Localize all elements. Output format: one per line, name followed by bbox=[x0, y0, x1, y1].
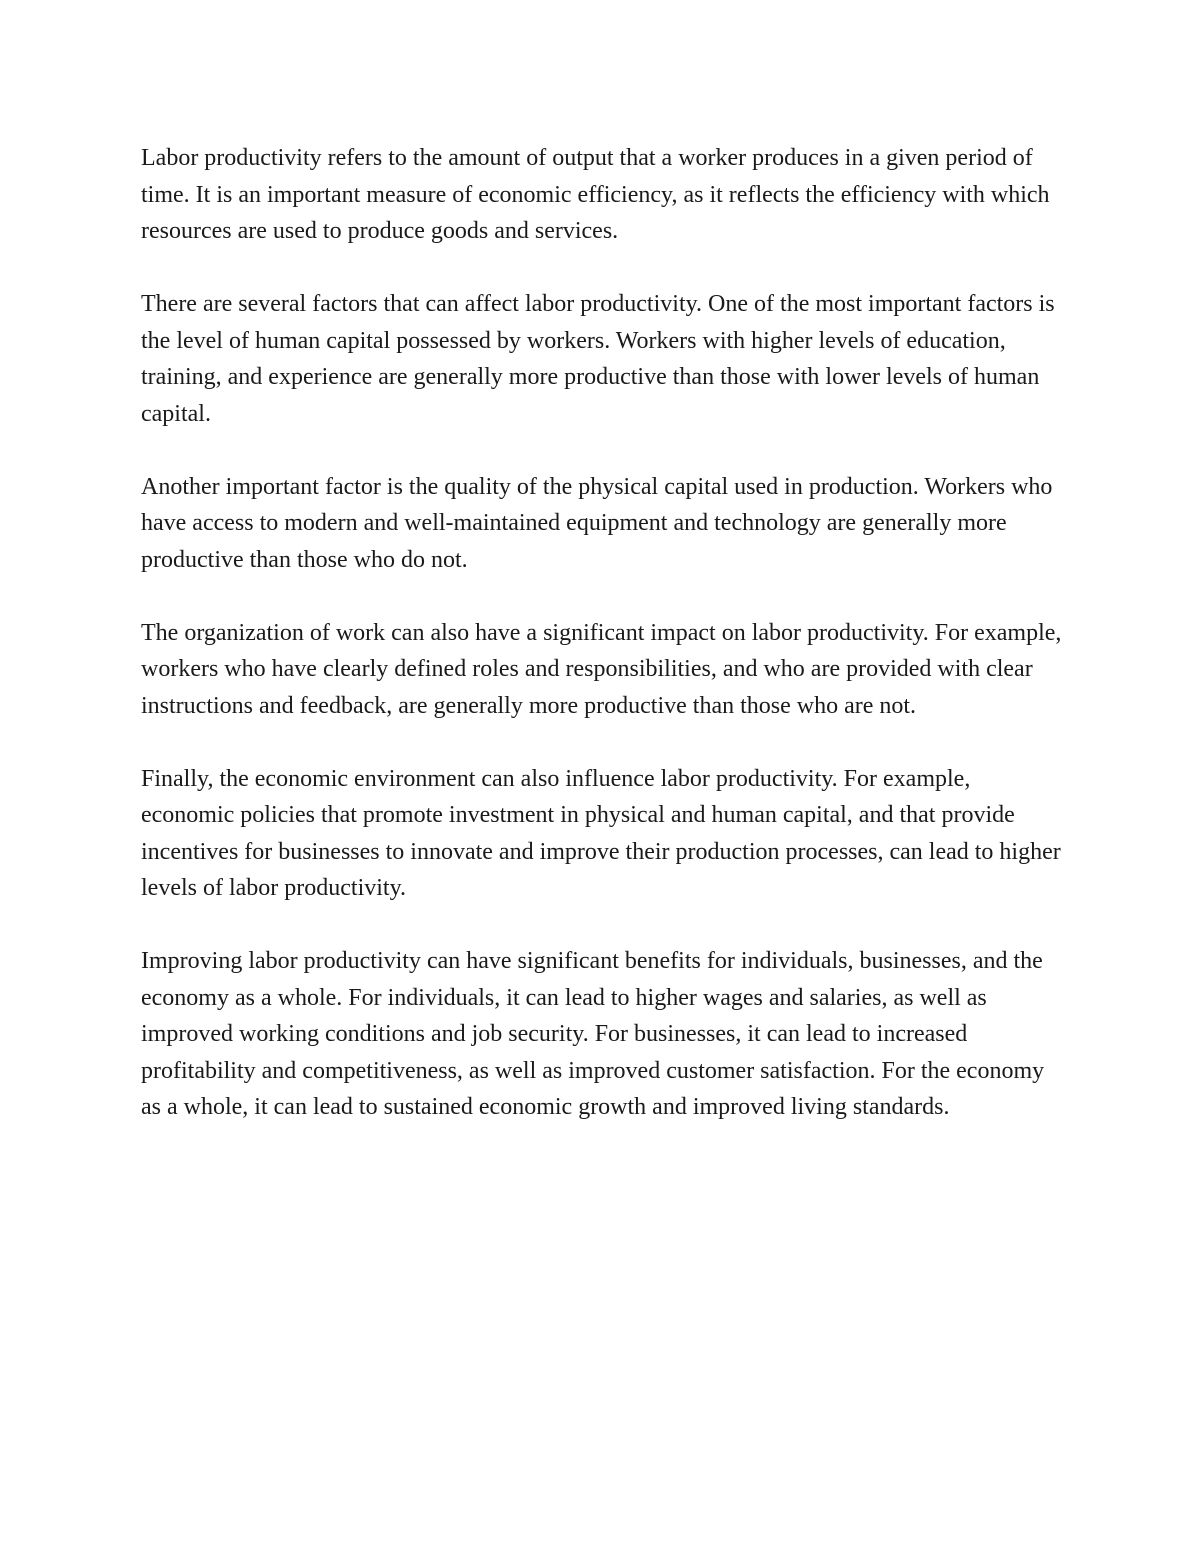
paragraph-3: Another important factor is the quality of the physical capital used in production. Workers who have access to modern and well-maintained equipment and technology are generally more productive than those who do not. bbox=[141, 473, 1053, 573]
paragraph-4: The organization of work can also have a significant impact on labor productivity. For example, workers who have clearly defined roles and responsibilities, and who are provided with clear instructions and feedback, are generally more productive than those who are not. bbox=[141, 619, 1062, 719]
paragraph-5: Finally, the economic environment can also influence labor productivity. For example, economic policies that promote investment in physical and human capital, and that provide incentives for businesses to innovate and improve their production processes, can lead to higher levels of labor productivity. bbox=[141, 765, 1061, 901]
paragraph-1: Labor productivity refers to the amount of output that a worker produces in a given period of time. It is an important measure of economic efficiency, as it reflects the efficiency with which resources are used to produce goods and services. bbox=[141, 145, 1050, 244]
paragraph-6: Improving labor productivity can have significant benefits for individuals, businesses, and the economy as a whole. For individuals, it can lead to higher wages and salaries, as well as improved working conditions and job security. For businesses, it can lead to increased profitability and competitiveness, as well as improved customer satisfaction. For the economy as a whole, it can lead to sustained economic growth and improved living standards. bbox=[141, 948, 1045, 1120]
document-body bbox=[141, 140, 1066, 1162]
paragraph-2: There are several factors that can affect labor productivity. One of the most important factors is the level of human capital possessed by workers. Workers with higher levels of education, training, and experience are generally more productive than those with lower levels of human capital. bbox=[141, 291, 1055, 427]
